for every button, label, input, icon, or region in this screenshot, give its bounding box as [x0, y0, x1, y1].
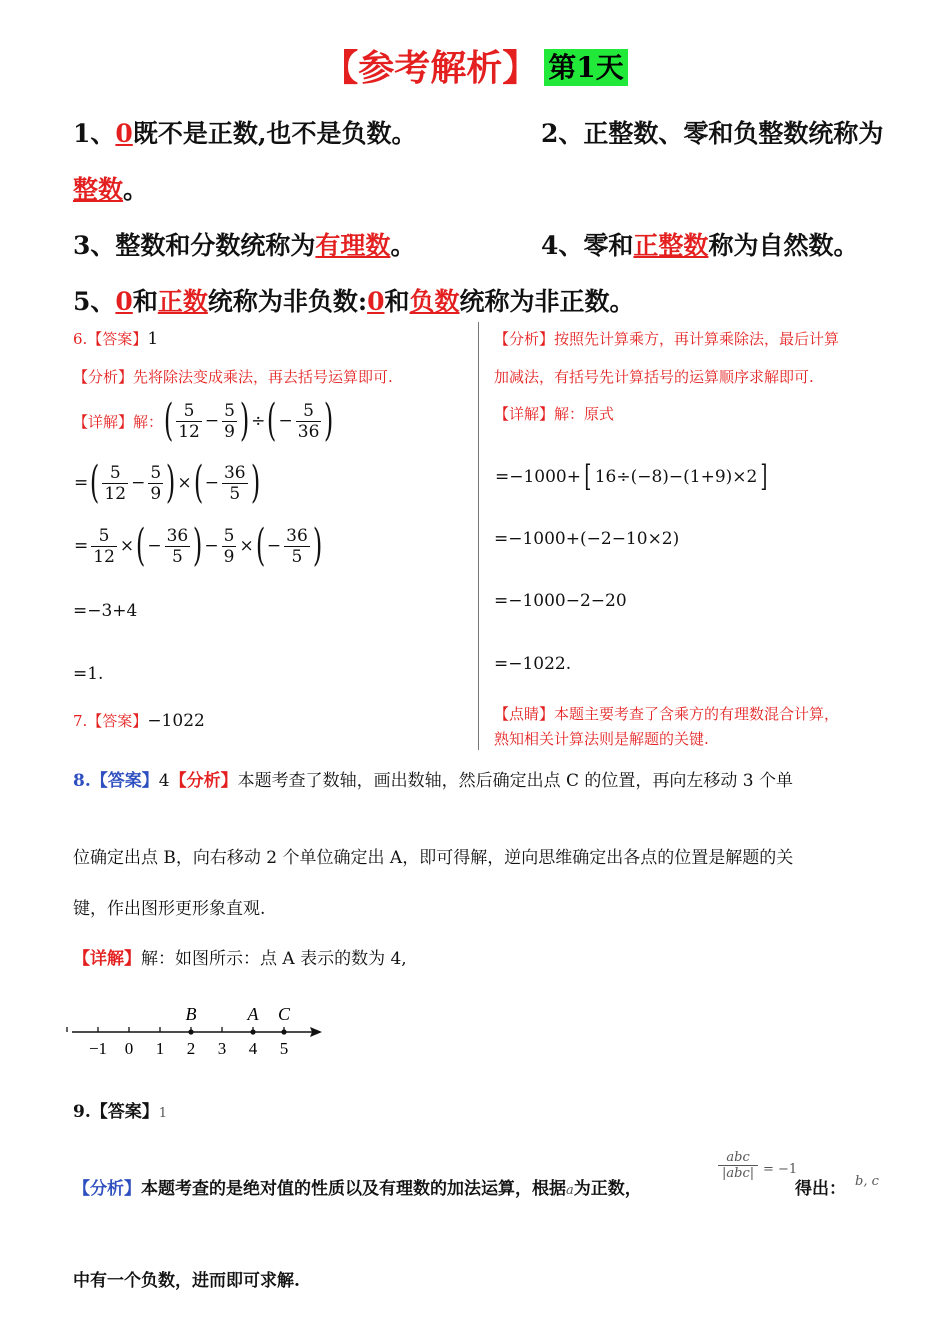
q7-answer-label: 7.【答案】 — [73, 712, 148, 730]
q9-get-text: 得出： — [795, 1179, 846, 1199]
open-paren: ( — [90, 457, 100, 508]
equals-sign: = — [74, 473, 89, 493]
q5-blank-3: 0 — [367, 287, 385, 316]
q6-detail-label: 【详解】 — [73, 412, 134, 431]
fraction: $\frac{36}{5}$ — [223, 462, 246, 504]
q6-answer-value: 1 — [147, 329, 159, 349]
q8-detail-text: 解：如图所示：点 A 表示的数为 4, — [141, 949, 407, 969]
close-paren: ) — [250, 457, 260, 508]
fraction: $\frac{5}{36}$ — [297, 400, 320, 442]
q9-answer — [73, 1097, 167, 1122]
q5-text-2: 统称为非负数: — [207, 287, 368, 316]
axis-tick-label: 5 — [279, 1039, 289, 1058]
close-bracket: ] — [760, 459, 768, 494]
divide-sign: ÷ — [251, 411, 266, 431]
q7-step-3: =−1000−2−20 — [494, 591, 627, 611]
header — [0, 40, 950, 91]
fraction: $\frac{36}{5}$ — [166, 525, 189, 567]
q7-point-line-2: 熟知相关计算法则是解题的关键. — [494, 730, 709, 748]
close-paren: ) — [312, 520, 323, 571]
point-marker-b — [188, 1029, 193, 1034]
fraction: $\frac{36}{5}$ — [286, 525, 308, 567]
q7-point-label: 【点睛】 — [494, 705, 555, 723]
minus-sign: − — [266, 536, 282, 556]
q5-text-4: 统称为非正数。 — [459, 287, 635, 316]
q5-blank-1: 0 — [115, 287, 133, 316]
q7-step-1: =−1000+ [ 16÷(−8)−(1+9)×2 ] — [495, 459, 768, 494]
q6-analysis-label: 【分析】 — [73, 368, 134, 386]
point-label-c: C — [277, 1004, 291, 1024]
q9-answer-value: 1 — [158, 1106, 168, 1121]
q2-number: 2、 — [541, 119, 584, 148]
q9-analysis-label: 【分析】 — [73, 1179, 141, 1199]
point-label-a: A — [247, 1004, 259, 1024]
q8-analysis-label: 【分析】 — [169, 771, 238, 791]
q7-point-line-1 — [494, 703, 839, 724]
minus-sign: − — [204, 411, 220, 431]
q8-detail-label: 【详解】 — [73, 949, 141, 969]
question-1 — [73, 114, 417, 150]
q7-detail-text: 解：原式 — [554, 405, 615, 423]
q9-mid-text: 为正数， — [573, 1179, 642, 1199]
axis-tick-label: 3 — [217, 1039, 227, 1058]
q7-analysis-line-1 — [494, 328, 839, 349]
q7-analysis-label: 【分析】 — [494, 330, 555, 348]
minus-sign: − — [131, 473, 146, 493]
q6-detail-line-2 — [73, 457, 261, 508]
q6-detail-line-3 — [73, 520, 323, 571]
q6-step-4: =1. — [73, 664, 104, 684]
close-paren: ) — [239, 395, 250, 446]
axis-tick-label: 4 — [248, 1039, 258, 1058]
q6-detail-line-1 — [73, 395, 335, 446]
open-paren: ( — [163, 395, 174, 446]
equals-sign: = — [74, 536, 89, 556]
q7-answer — [73, 710, 205, 731]
fraction: $\frac{5}{9}$ — [150, 462, 162, 504]
q7-analysis-text-1: 按照先计算乘方，再计算乘除法，最后计算 — [554, 330, 840, 348]
point-marker-a — [250, 1029, 255, 1034]
q4-number: 4、 — [541, 231, 584, 260]
q5-text-1: 和 — [132, 287, 158, 316]
times-sign: × — [239, 536, 254, 556]
fraction: $\frac{5}{12}$ — [93, 525, 115, 567]
day-badge: 第1天 — [544, 49, 627, 86]
q9-fraction: abc |abc| — [718, 1150, 758, 1181]
q6-answer — [73, 328, 158, 349]
open-paren: ( — [193, 457, 203, 508]
column-divider — [478, 322, 479, 750]
close-paren: ) — [324, 395, 334, 446]
question-5 — [73, 282, 635, 318]
q8-analysis-text-1: 本题考查了数轴，画出数轴，然后确定出点 C 的位置，再向左移动 3 个单 — [237, 771, 794, 791]
q3-blank: 有理数 — [315, 231, 391, 260]
point-label-b: B — [185, 1004, 197, 1024]
q6-analysis-text: 先将除法变成乘法，再去括号运算即可. — [133, 368, 393, 386]
number-line — [66, 998, 336, 1064]
open-paren: ( — [255, 520, 266, 571]
q9-analysis-line-1 — [73, 1150, 883, 1210]
q1-blank: 0 — [115, 119, 133, 148]
q9-analysis-line-2: 中有一个负数，进而即可求解. — [73, 1271, 300, 1291]
axis-tick-label: 0 — [124, 1039, 134, 1058]
q5-blank-2: 正数 — [157, 287, 208, 316]
question-3 — [73, 226, 415, 262]
question-2 — [541, 114, 883, 150]
q6-step-3: =−3+4 — [73, 601, 138, 621]
q8-answer-label: 8.【答案】 — [73, 771, 159, 791]
q9-vars: b, c — [855, 1174, 879, 1189]
fraction: $\frac{5}{12}$ — [104, 462, 127, 504]
q8-line-1 — [73, 766, 793, 791]
question-4 — [541, 226, 858, 262]
q1-number: 1、 — [73, 119, 116, 148]
q7-point-text-1: 本题主要考查了含乘方的有理数混合计算， — [554, 705, 840, 723]
minus-sign: − — [204, 536, 219, 556]
point-marker-c — [281, 1029, 286, 1034]
q6-analysis — [73, 366, 393, 387]
minus-sign: − — [147, 536, 162, 556]
fraction: $\frac{5}{9}$ — [223, 525, 235, 567]
q2-blank: 整数 — [73, 175, 124, 204]
q9-var-a: a — [566, 1183, 574, 1198]
q8-line-2: 位确定出点 B，向右移动 2 个单位确定出 A，即可得解，逆向思维确定出各点的位置是解题的关 — [73, 848, 794, 868]
q8-detail — [73, 944, 407, 969]
q7-answer-value: −1022 — [147, 711, 205, 731]
q7-step-2: =−1000+(−2−10×2) — [494, 529, 680, 549]
axis-tick-label: −1 — [88, 1039, 108, 1058]
open-paren: ( — [267, 395, 277, 446]
fraction: $\frac{5}{12}$ — [178, 400, 200, 442]
q7-detail — [494, 403, 614, 424]
q4-text: 零和 — [583, 231, 634, 260]
close-paren: ) — [193, 520, 203, 571]
q5-number: 5、 — [73, 287, 116, 316]
q9-eq-value: = −1 — [763, 1162, 798, 1177]
q4-rest: 称为自然数。 — [708, 231, 859, 260]
q8-line-3: 键，作出图形更形象直观. — [73, 899, 266, 919]
times-sign: × — [119, 536, 135, 556]
q8-answer-value: 4 — [158, 771, 170, 791]
fraction: $\frac{5}{9}$ — [224, 400, 235, 442]
open-paren: ( — [136, 520, 146, 571]
axis-tick-label: 1 — [155, 1039, 165, 1058]
q9-answer-label: 9.【答案】 — [73, 1102, 159, 1122]
q7-detail-label: 【详解】 — [494, 405, 555, 423]
q6-detail-text: 解： — [133, 412, 164, 431]
q2-end: 。 — [123, 175, 149, 204]
question-2-continued — [73, 170, 148, 206]
times-sign: × — [177, 473, 192, 493]
q5-blank-4: 负数 — [409, 287, 460, 316]
q7-step-4: =−1022. — [494, 654, 572, 674]
q2-text: 正整数、零和负整数统称为 — [583, 119, 884, 148]
minus-sign: − — [278, 411, 293, 431]
q5-text-3: 和 — [384, 287, 410, 316]
q3-end: 。 — [390, 231, 416, 260]
q9-analysis-text: 本题考查的是绝对值的性质以及有理数的加法运算，根据 — [141, 1179, 566, 1199]
q3-text: 整数和分数统称为 — [115, 231, 316, 260]
page-title: 【参考解析】 — [322, 47, 539, 89]
close-paren: ) — [166, 457, 176, 508]
q3-number: 3、 — [73, 231, 116, 260]
q6-answer-label: 6.【答案】 — [73, 330, 148, 348]
minus-sign: − — [204, 473, 219, 493]
q4-blank: 正整数 — [633, 231, 709, 260]
open-bracket: [ — [584, 459, 592, 494]
axis-tick-label: 2 — [186, 1039, 196, 1058]
q1-text: 既不是正数,也不是负数。 — [132, 119, 417, 148]
q7-analysis-line-2: 加减法，有括号先计算括号的运算顺序求解即可. — [494, 368, 814, 386]
